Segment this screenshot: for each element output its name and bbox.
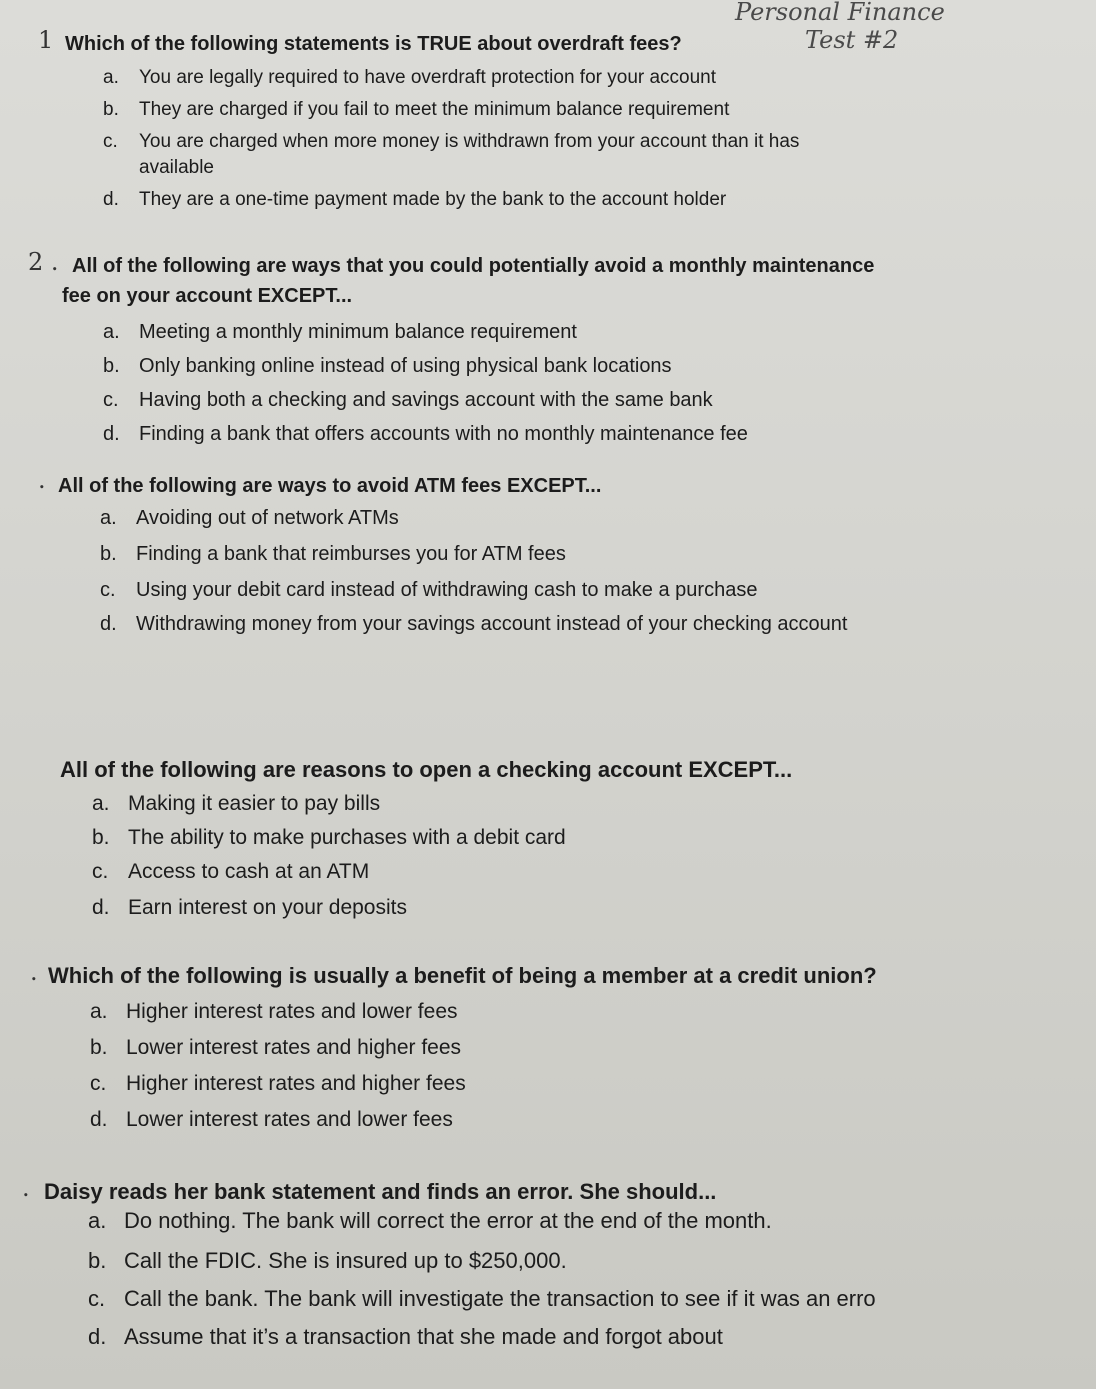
option-c: c. Call the bank. The bank will investigate the transaction to see if it was an erro (88, 1286, 876, 1311)
handwritten-title: Personal Finance (735, 0, 945, 26)
option-d: d. Earn interest on your deposits (92, 896, 407, 919)
option-d: d. Lower interest rates and lower fees (90, 1108, 453, 1131)
option-b: b. Lower interest rates and higher fees (90, 1036, 462, 1059)
question-number: . (22, 1174, 30, 1202)
question-text: Which of the following is usually a benefit of being a member at a credit union? (48, 963, 877, 988)
option-a: a. Do nothing. The bank will correct the error at the end of the month. (88, 1208, 772, 1233)
option-d: d. Withdrawing money from your savings account instead of your checking account (100, 613, 848, 635)
handwritten-test-number: Test #2 (805, 26, 899, 54)
option-a: a. Meeting a monthly minimum balance requirement (103, 321, 577, 343)
option-c: c. Access to cash at an ATM (92, 860, 370, 883)
option-b: b. The ability to make purchases with a debit card (92, 826, 566, 849)
question-text-continued: fee on your account EXCEPT... (62, 285, 353, 307)
option-d: d. Finding a bank that offers accounts with no monthly maintenance fee (103, 423, 748, 445)
option-a: a. Higher interest rates and lower fees (90, 1000, 458, 1023)
question-text: Which of the following statements is TRUE about overdraft fees? (65, 33, 682, 55)
option-b: b. Call the FDIC. She is insured up to $250,000. (88, 1248, 567, 1273)
question-text: Daisy reads her bank statement and finds an error. She should... (44, 1179, 717, 1204)
option-a: a. You are legally required to have overdraft protection for your account (103, 67, 717, 88)
question-text: All of the following are ways to avoid ATM fees EXCEPT... (58, 475, 602, 497)
question-number: 2 . (28, 248, 59, 276)
option-b: b. Finding a bank that reimburses you for ATM fees (100, 543, 566, 565)
option-c-continued: available (139, 157, 214, 178)
option-b: b. Only banking online instead of using physical bank locations (103, 355, 672, 377)
option-b: b. They are charged if you fail to meet the minimum balance requirement (103, 99, 730, 120)
question-number: . (30, 958, 38, 986)
question-number: . (38, 466, 46, 494)
option-d: d. Assume that it’s a transaction that she made and forgot about (88, 1324, 723, 1349)
option-a: a. Avoiding out of network ATMs (100, 507, 399, 529)
option-c: c. Higher interest rates and higher fees (90, 1072, 466, 1095)
question-text: All of the following are ways that you could potentially avoid a monthly maintenance (72, 255, 875, 277)
question-number: 1 (38, 26, 54, 54)
option-c: c. Using your debit card instead of withdrawing cash to make a purchase (100, 579, 758, 601)
option-c: c. You are charged when more money is withdrawn from your account than it has (103, 131, 800, 152)
option-c: c. Having both a checking and savings account with the same bank (103, 389, 713, 411)
option-d: d. They are a one-time payment made by the bank to the account holder (103, 189, 727, 210)
option-a: a. Making it easier to pay bills (92, 792, 381, 815)
question-text: All of the following are reasons to open a checking account EXCEPT... (60, 757, 793, 782)
